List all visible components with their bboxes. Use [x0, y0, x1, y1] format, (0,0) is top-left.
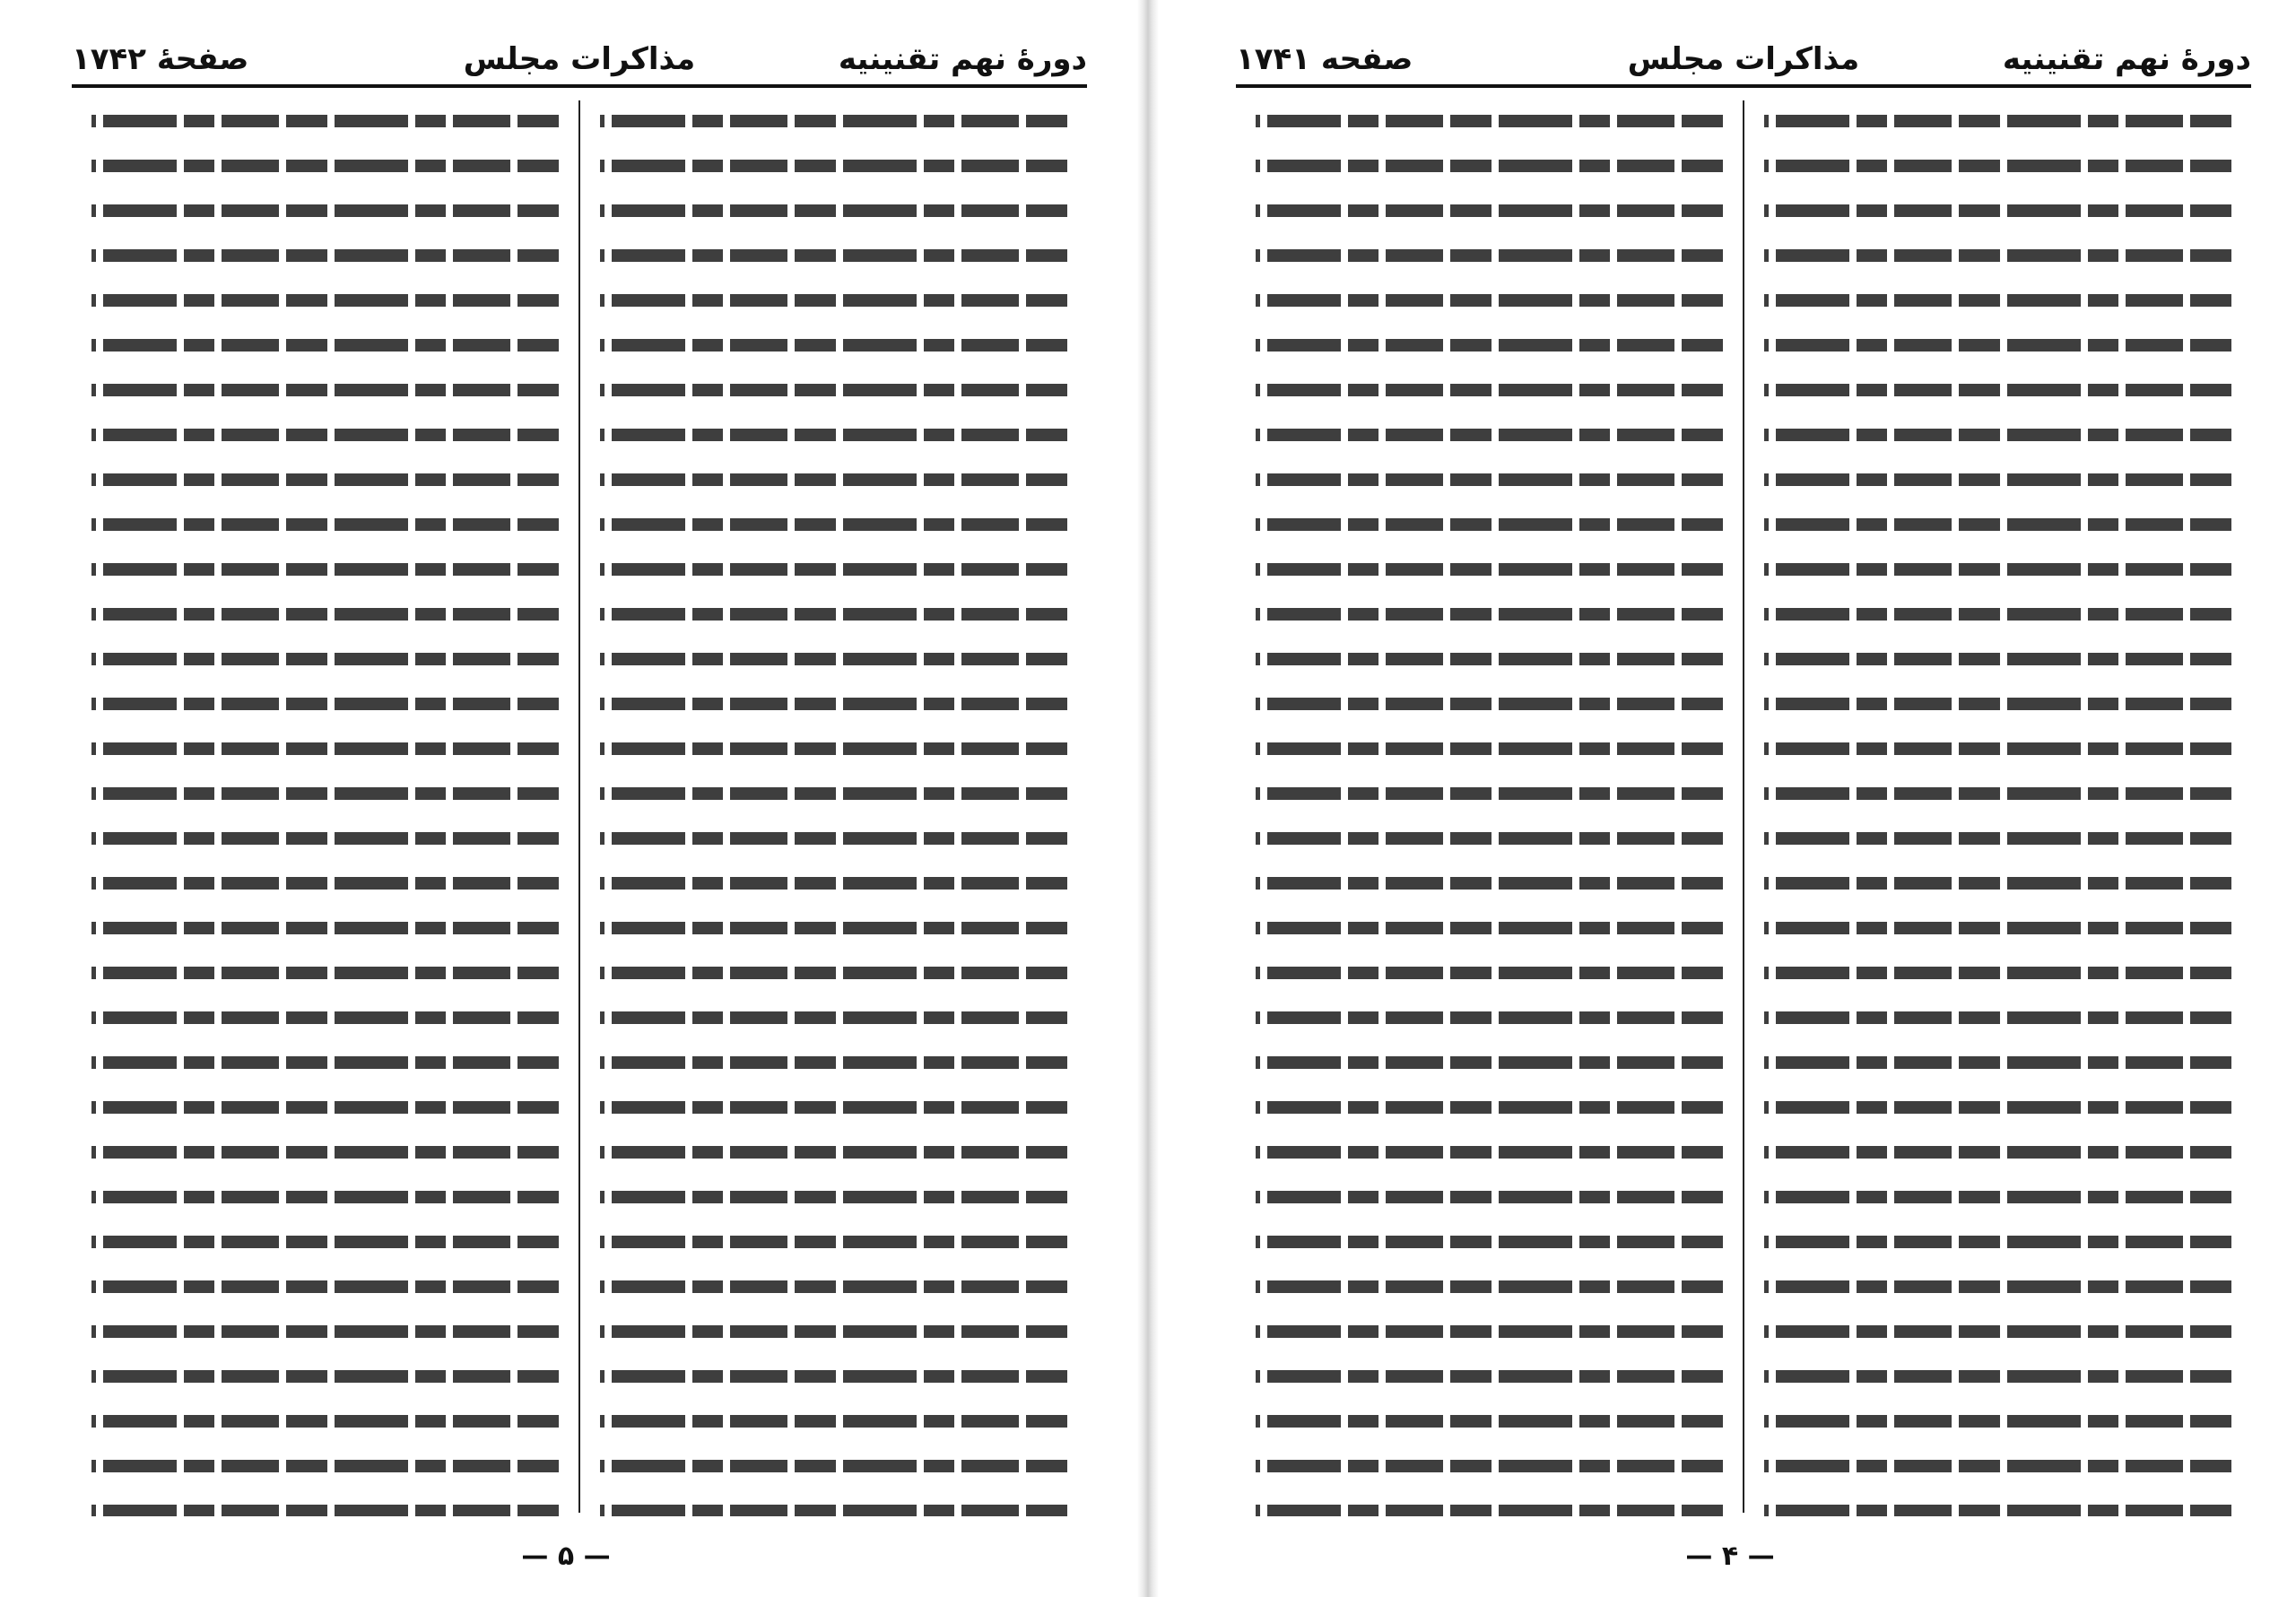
- left-header-session: دورهٔ نهم تقنینیه: [838, 41, 1087, 77]
- right-page-column-right: [1744, 97, 2251, 1516]
- right-header-rule: [1236, 84, 2251, 88]
- text-block: [91, 102, 559, 1516]
- text-block: [600, 102, 1067, 1516]
- left-page-header: [72, 36, 1087, 90]
- text-block: [1764, 102, 2231, 1516]
- book-spine: [1137, 0, 1159, 1597]
- left-header-page-label: صفحهٔ ۱۷۴۲: [72, 41, 249, 77]
- right-page: [1164, 0, 2296, 1597]
- left-page-body: [72, 97, 1087, 1516]
- left-header-title: مذاکرات مجلس: [463, 41, 696, 77]
- right-page-number: — ۴ —: [1685, 1541, 1775, 1572]
- right-header-page-label: صفحه ۱۷۴۱: [1236, 41, 1413, 77]
- text-block: [1256, 102, 1723, 1516]
- left-page-column-left: [72, 97, 578, 1516]
- left-page-number: — ۵ —: [521, 1541, 611, 1572]
- right-page-body: [1236, 97, 2251, 1516]
- left-page-column-right: [580, 97, 1087, 1516]
- left-header-rule: [72, 84, 1087, 88]
- right-header-title: مذاکرات مجلس: [1627, 41, 1860, 77]
- right-page-header: [1236, 36, 2251, 90]
- left-page: [0, 0, 1132, 1597]
- right-page-column-left: [1236, 97, 1743, 1516]
- right-header-session: دورهٔ نهم تقنینیه: [2002, 41, 2251, 77]
